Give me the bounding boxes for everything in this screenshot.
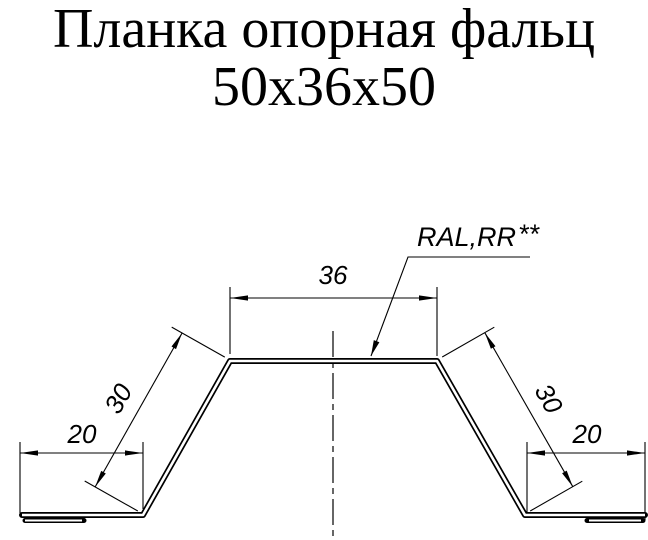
- page-title-line1: Планка опорная фальц: [52, 0, 596, 60]
- extension-line: [85, 481, 138, 511]
- coating-footnote-marks: **: [518, 219, 540, 249]
- extension-line: [442, 327, 494, 357]
- arrowhead-icon: [230, 295, 248, 300]
- leader-line: [371, 257, 530, 356]
- extension-line: [530, 481, 582, 511]
- arrowhead-icon: [20, 450, 38, 455]
- dimension-right-flange: [527, 419, 645, 520]
- dimension-value-top: 36: [318, 260, 348, 290]
- arrowhead-icon: [562, 471, 573, 487]
- dimension-value-left-flange: 20: [67, 419, 97, 449]
- dimension-value-right-slope: 30: [528, 378, 570, 419]
- dimension-left-slope: [85, 327, 225, 511]
- arrowhead-icon: [627, 450, 645, 455]
- dimension-value-left-slope: 30: [97, 378, 139, 419]
- coating-label-text: RAL,RR: [417, 222, 517, 252]
- arrowhead-icon: [485, 333, 496, 349]
- dimension-right-slope: [442, 327, 582, 511]
- arrowhead-icon: [527, 450, 545, 455]
- dimension-value-right-flange: 20: [572, 419, 602, 449]
- arrowhead-icon: [172, 333, 183, 349]
- arrowhead-icon: [125, 450, 143, 455]
- coating-annotation: [371, 219, 541, 356]
- coating-label: [417, 219, 541, 252]
- arrowhead-icon: [419, 295, 437, 300]
- arrowhead-icon: [371, 340, 379, 356]
- extension-line: [172, 327, 225, 357]
- arrowhead-icon: [95, 471, 106, 487]
- page-title-line2: 50x36x50: [212, 56, 436, 118]
- dimension-left-flange: [20, 419, 143, 513]
